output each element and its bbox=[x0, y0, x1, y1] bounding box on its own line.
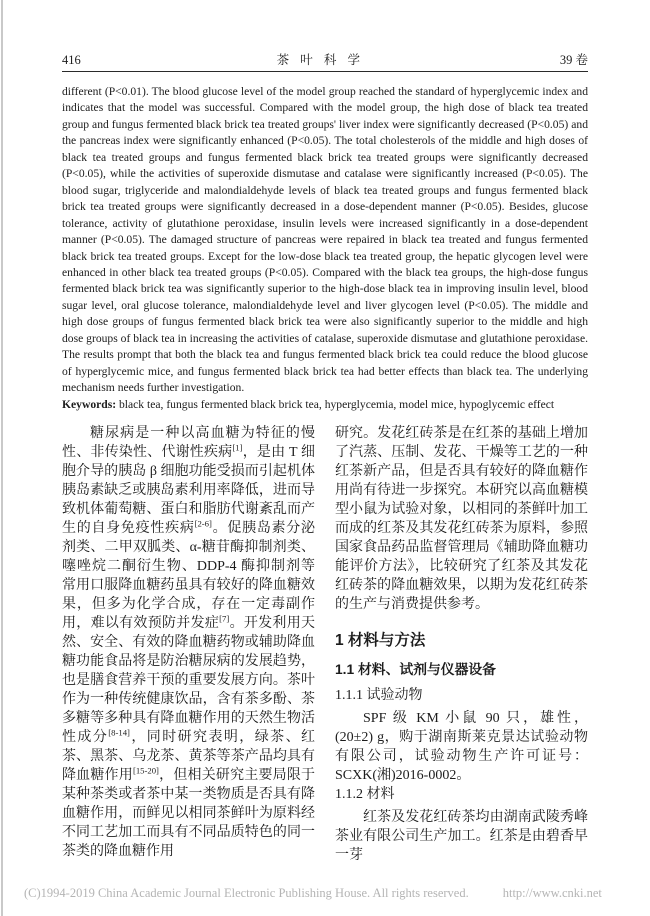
citation-ref: [1] bbox=[232, 442, 243, 453]
paragraph bbox=[335, 808, 588, 865]
section-heading bbox=[335, 686, 588, 705]
running-head bbox=[62, 50, 588, 66]
citation-ref: [7] bbox=[219, 613, 230, 624]
two-column-body bbox=[62, 424, 588, 863]
section-heading bbox=[335, 660, 588, 679]
paragraph bbox=[335, 709, 588, 785]
text-run: ，同时研究表明，绿茶、红茶、黑茶、乌龙茶、黄茶等茶产品均具有降血糖作用 bbox=[62, 730, 315, 783]
volume-label: 39 卷 bbox=[559, 53, 588, 67]
text-run: 1 材料与方法 bbox=[335, 632, 426, 649]
section-heading bbox=[335, 631, 588, 651]
right-column bbox=[335, 424, 588, 863]
abstract-paragraph: different (P<0.01). The blood glucose level of the model group reached the standard of hyperglycemic index and indicates that the model was successful. Compared with the model group, the high dose of black tea treated group and fungus fermented black brick tea treated groups' liver index were significantly decreased (P<0.05) and the pancreas index were significantly enhanced (P<0.05). The total cholesterols of the middle and high doses of black tea treated groups and fungus fermented black brick tea treated groups were significantly decreased (P<0.05), while the activities of superoxide dismutase and catalase were significantly increased (P<0.05). The blood sugar, triglyceride and malondialdehyde levels of black tea treated groups and fungus fermented black brick tea treated groups were significantly decreased in a dose-dependent manner (P<0.05). Besides, glucose tolerance, activity of glutathione peroxidase, insulin levels were increased significantly in a dose-dependent manner (P<0.05). The damaged structure of pancreas were repaired in black tea treated and fungus fermented black brick tea treated groups. Except for the low-dose black tea treated group, the hepatic glycogen level were enhanced in other black tea treated groups (P<0.05). Compared with the black tea groups, the high-dose fungus fermented black brick tea was significantly superior to the high-dose black tea in improving insulin level, blood sugar level, oral glucose tolerance, malondialdehyde level and liver glycogen level (P<0.05). The middle and high dose groups of fungus fermented black brick tea were also significantly superior to the middle and high dose groups of black tea in increasing the activities of catalase, superoxide dismutase and glutathione peroxidase. The results prompt that both the black tea and fungus fermented black brick tea could reduce the blood glucose of hyperglycemic mice, and fungus fermented black brick tea had better effects than black tea. The underlying mechanism needs further investigation. bbox=[62, 85, 588, 395]
text-run: 。促胰岛素分泌剂类、二甲双胍类、α-糖苷酶抑制剂类、噻唑烷二酮衍生物、DDP-4 酶抑制剂等常用口服降血糖药虽具有较好的降血糖效果，但多为化学合成，存在一定毒副作用，难以有效预防并发症 bbox=[62, 521, 316, 631]
text-run: SPF 级 KM 小鼠 90 只，雄性，(20±2) g，购于湖南斯莱克景达试验动物有限公司，试验动物生产许可证号：SCXK(湘)2016-0002。 bbox=[335, 711, 588, 783]
cnki-footer bbox=[24, 886, 626, 901]
text-run: 红茶及发花红砖茶均由湖南武陵秀峰茶业有限公司生产加工。红茶是由碧香早一芽 bbox=[335, 810, 588, 863]
page-number: 416 bbox=[62, 53, 81, 67]
section-heading bbox=[335, 785, 588, 804]
text-run: 1.1.2 材料 bbox=[335, 787, 395, 802]
header-rule bbox=[62, 71, 588, 72]
keywords-label: Keywords: bbox=[62, 397, 119, 411]
keywords-text: black tea, fungus fermented black brick tea, hyperglycemia, model mice, hypoglycemic effect bbox=[119, 397, 555, 411]
text-run: ，但相关研究主要局限于某种茶类或者茶中某一类物质是否具有降血糖作用，而鲜见以相同茶鲜叶为原料经不同工艺加工而具有不同品质特色的同一茶类的降血糖作用 bbox=[62, 768, 316, 859]
citation-ref: [15-20] bbox=[132, 765, 159, 776]
paragraph bbox=[335, 424, 588, 614]
text-run: ，是由 T 细胞介导的胰岛 β 细胞功能受损而引起机体胰岛素缺乏或胰岛素利用率降低，进而导致机体葡萄糖、蛋白和脂肪代谢紊乱而产生的自身免疫性疾病 bbox=[62, 445, 315, 536]
keywords-line bbox=[62, 397, 588, 413]
english-abstract bbox=[62, 84, 588, 413]
text-run: 糖尿病是一种以高血糖为特征的慢性、非传染性、代谢性疾病 bbox=[62, 426, 315, 460]
citation-ref: [8-14] bbox=[108, 727, 130, 738]
journal-title: 茶 叶 科 学 bbox=[276, 53, 364, 67]
copyright-text: (C)1994-2019 China Academic Journal Electronic Publishing House. All rights reserved. bbox=[24, 886, 469, 900]
footer-url: http://www.cnki.net bbox=[502, 886, 602, 900]
scan-edge-line bbox=[1, 0, 3, 916]
text-run: 。开发利用天然、安全、有效的降血糖药物或辅助降血糖功能食品将是防治糖尿病的发展趋势，也是膳食营养干预的重要发展方向。茶叶作为一种传统健康饮品，含有茶多酚、茶多糖等多种具有降血糖作用的天然生物活性成分 bbox=[62, 616, 316, 745]
left-column bbox=[62, 424, 316, 859]
text-run: 1.1 材料、试剂与仪器设备 bbox=[335, 662, 496, 677]
text-run: 研究。发花红砖茶是在红茶的基础上增加了汽蒸、压制、发花、干燥等工艺的一种红茶新产品，但是否具有较好的降血糖作用尚有待进一步探究。本研究以高血糖模型小鼠为试验对象，以相同的茶鲜叶加工而成的红茶及其发花红砖茶为原料，参照国家食品药品监督管理局《辅助降血糖功能评价方法》，比较研究了红茶及其发花红砖茶的降血糖效果，以期为发花红砖茶的生产与消费提供参考。 bbox=[335, 426, 588, 612]
paragraph bbox=[62, 424, 315, 861]
text-run: 1.1.1 试验动物 bbox=[335, 688, 423, 703]
citation-ref: [2-6] bbox=[194, 518, 212, 529]
